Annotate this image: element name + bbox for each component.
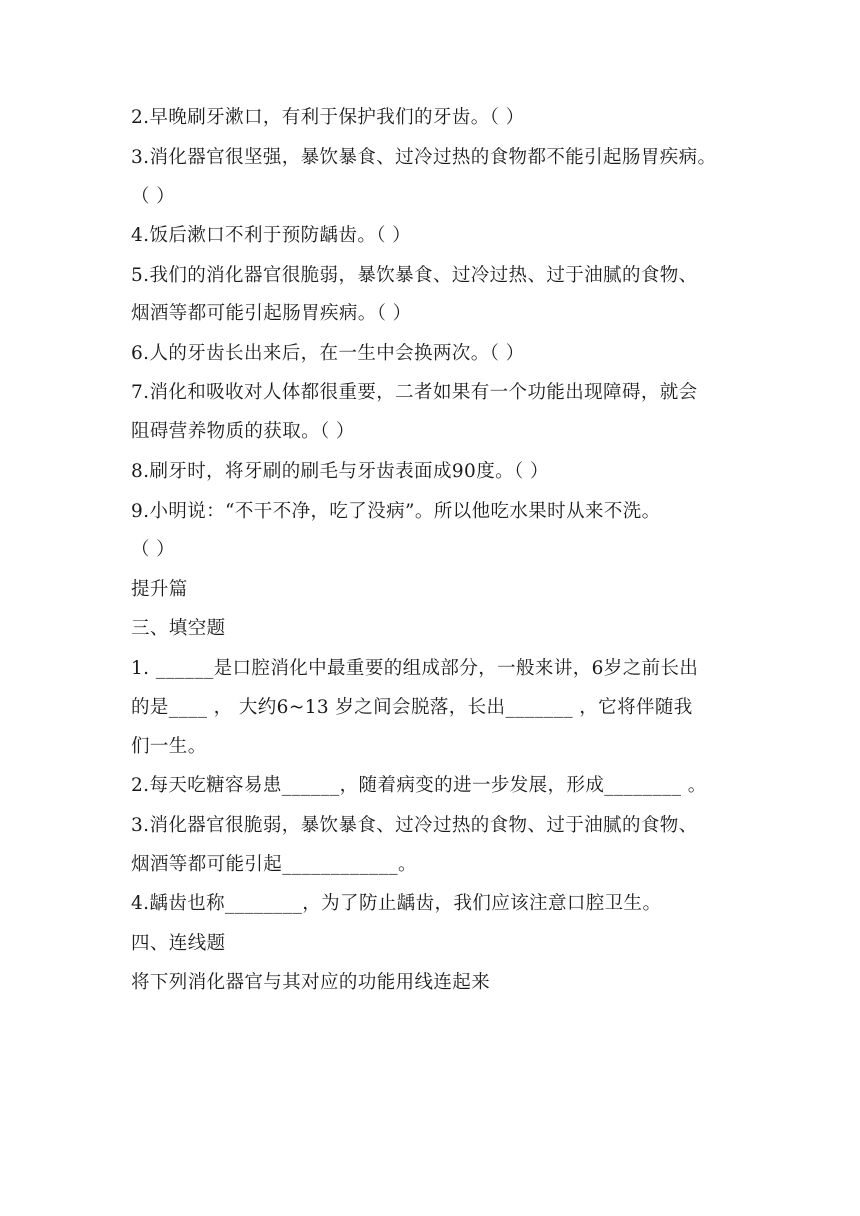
fill-item-2: 2.每天吃糖容易患______，随着病变的进一步发展，形成________ 。 [131,775,707,796]
judgment-item-7-line-1: 7.消化和吸收对人体都很重要，二者如果有一个功能出现障碍，就会 [131,382,698,403]
fill-item-3-line-1: 3.消化器官很脆弱，暴饮暴食、过冷过热的食物、过于油腻的食物、 [131,815,698,836]
fill-item-1-line-1: 1. ______是口腔消化中最重要的组成部分，一般来讲，6岁之前长出 [131,658,699,679]
judgment-item-9-line-1: 9.小明说：“不干不净，吃了没病”。所以他吃水果时从来不洗。 [131,501,661,522]
judgment-item-6: 6.人的牙齿长出来后，在一生中会换两次。（ ） [131,343,525,364]
judgment-item-5-line-2: 烟酒等都可能引起肠胃疾病。（ ） [131,303,412,324]
judgment-item-8: 8.刷牙时，将牙刷的刷毛与牙齿表面成90度。（ ） [131,461,549,482]
fill-item-3-line-2: 烟酒等都可能引起____________。 [131,854,417,875]
judgment-item-4: 4.饭后漱口不利于预防龋齿。（ ） [131,225,412,246]
judgment-item-7-line-2: 阻碍营养物质的获取。（ ） [131,421,355,442]
judgment-item-3-blank: （ ） [131,186,176,207]
section-heading-matching: 四、连线题 [131,933,226,954]
judgment-item-9-blank: （ ） [131,539,176,560]
section-heading-advanced: 提升篇 [131,579,188,600]
fill-item-1-line-2: 的是____ ， 大约6~13 岁之间会脱落，长出_______ ，它将伴随我 [131,697,693,718]
matching-instruction: 将下列消化器官与其对应的功能用线连起来 [131,972,491,993]
fill-item-1-line-3: 们一生。 [131,736,207,757]
judgment-item-2: 2.早晚刷牙漱口，有利于保护我们的牙齿。（ ） [131,107,525,128]
section-heading-fill-blank: 三、填空题 [131,618,226,639]
judgment-item-3-line-1: 3.消化器官很坚强，暴饮暴食、过冷过热的食物都不能引起肠胃疾病。 [131,147,717,168]
fill-item-4: 4.龋齿也称________，为了防止龋齿，我们应该注意口腔卫生。 [131,893,662,914]
judgment-item-5-line-1: 5.我们的消化器官很脆弱，暴饮暴食、过冷过热、过于油腻的食物、 [131,265,698,286]
